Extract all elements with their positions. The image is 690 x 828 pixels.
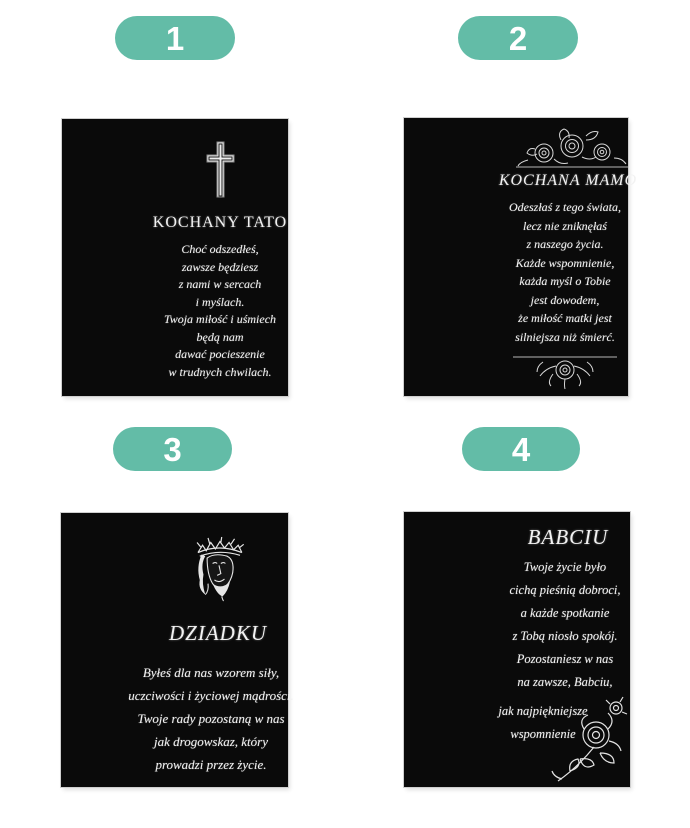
- plaque-poem: [465, 198, 665, 346]
- poem-line: Twoje życie było: [523, 560, 607, 574]
- floral-ornament-top-icon: [516, 127, 628, 171]
- design-number-badge-3: 3: [113, 427, 232, 471]
- poem-line: zawsze będziesz: [181, 259, 259, 274]
- plaque-title: BABCIU: [527, 525, 609, 549]
- plaque-poem: [120, 241, 320, 381]
- plaque-title: KOCHANA MAMO: [498, 172, 638, 189]
- jesus-crown-of-thorns-image: [187, 533, 251, 605]
- poem-line: jak drogowskaz, który: [154, 734, 268, 749]
- poem-line: Choć odszedłeś,: [181, 242, 259, 256]
- poem-line: Pozostaniesz w nas: [516, 652, 614, 666]
- memorial-plaque-design-4: [404, 512, 630, 787]
- poem-line: lecz nie zniknęłaś: [523, 218, 607, 233]
- poem-line: w trudnych chwilach.: [168, 364, 272, 379]
- poem-line: Byłeś dla nas wzorem siły,: [142, 665, 280, 680]
- floral-ornament-bottom-icon: [513, 354, 617, 392]
- memorial-plaque-design-1: [62, 119, 288, 396]
- poem-line: Twoja miłość i uśmiech: [163, 312, 277, 326]
- design-number-badge-1: 1: [115, 16, 235, 60]
- poem-line: na zawsze, Babciu,: [517, 675, 613, 689]
- poem-line: będą nam: [196, 329, 244, 344]
- poem-line: jest dowodem,: [530, 292, 600, 307]
- memorial-plaque-design-2: [404, 118, 638, 396]
- poem-line: prowadzi przez życie.: [155, 757, 267, 772]
- poem-line: z nami w sercach: [178, 277, 262, 291]
- poem-line: każda myśl o Tobie: [519, 274, 611, 288]
- design-number-badge-2: 2: [458, 16, 578, 60]
- poem-line: uczciwości i życiowej mądrości.: [128, 688, 294, 703]
- poem-line: Odeszłaś z tego świata,: [508, 200, 621, 214]
- poem-line: Twoje rady pozostaną w nas: [137, 711, 285, 726]
- poem-line: jak najpiękniejsze: [498, 704, 588, 718]
- plaque-title: KOCHANY TATO: [152, 214, 288, 231]
- poem-line: i myślach.: [195, 294, 245, 309]
- poem-line: silniejsza niż śmierć.: [515, 329, 615, 344]
- plaque-poem: [111, 661, 311, 776]
- cross-icon: [206, 141, 235, 198]
- rose-branch-icon: [550, 695, 628, 785]
- poem-line: a każde spotkanie: [520, 606, 610, 620]
- poem-line: cichą pieśnią dobroci,: [509, 583, 621, 597]
- design-number-badge-4: 4: [462, 427, 580, 471]
- poem-line: Każde wspomnienie,: [515, 255, 615, 270]
- poem-line: z Tobą niosło spokój.: [512, 629, 618, 643]
- plaque-title: DZIADKU: [168, 621, 267, 645]
- poem-line: dawać pocieszenie: [175, 347, 265, 361]
- poem-line: że miłość matki jest: [518, 311, 612, 325]
- memorial-plaque-design-3: [61, 513, 294, 787]
- poem-line: wspomnienie: [510, 727, 576, 741]
- poem-line: z naszego życia.: [526, 237, 604, 251]
